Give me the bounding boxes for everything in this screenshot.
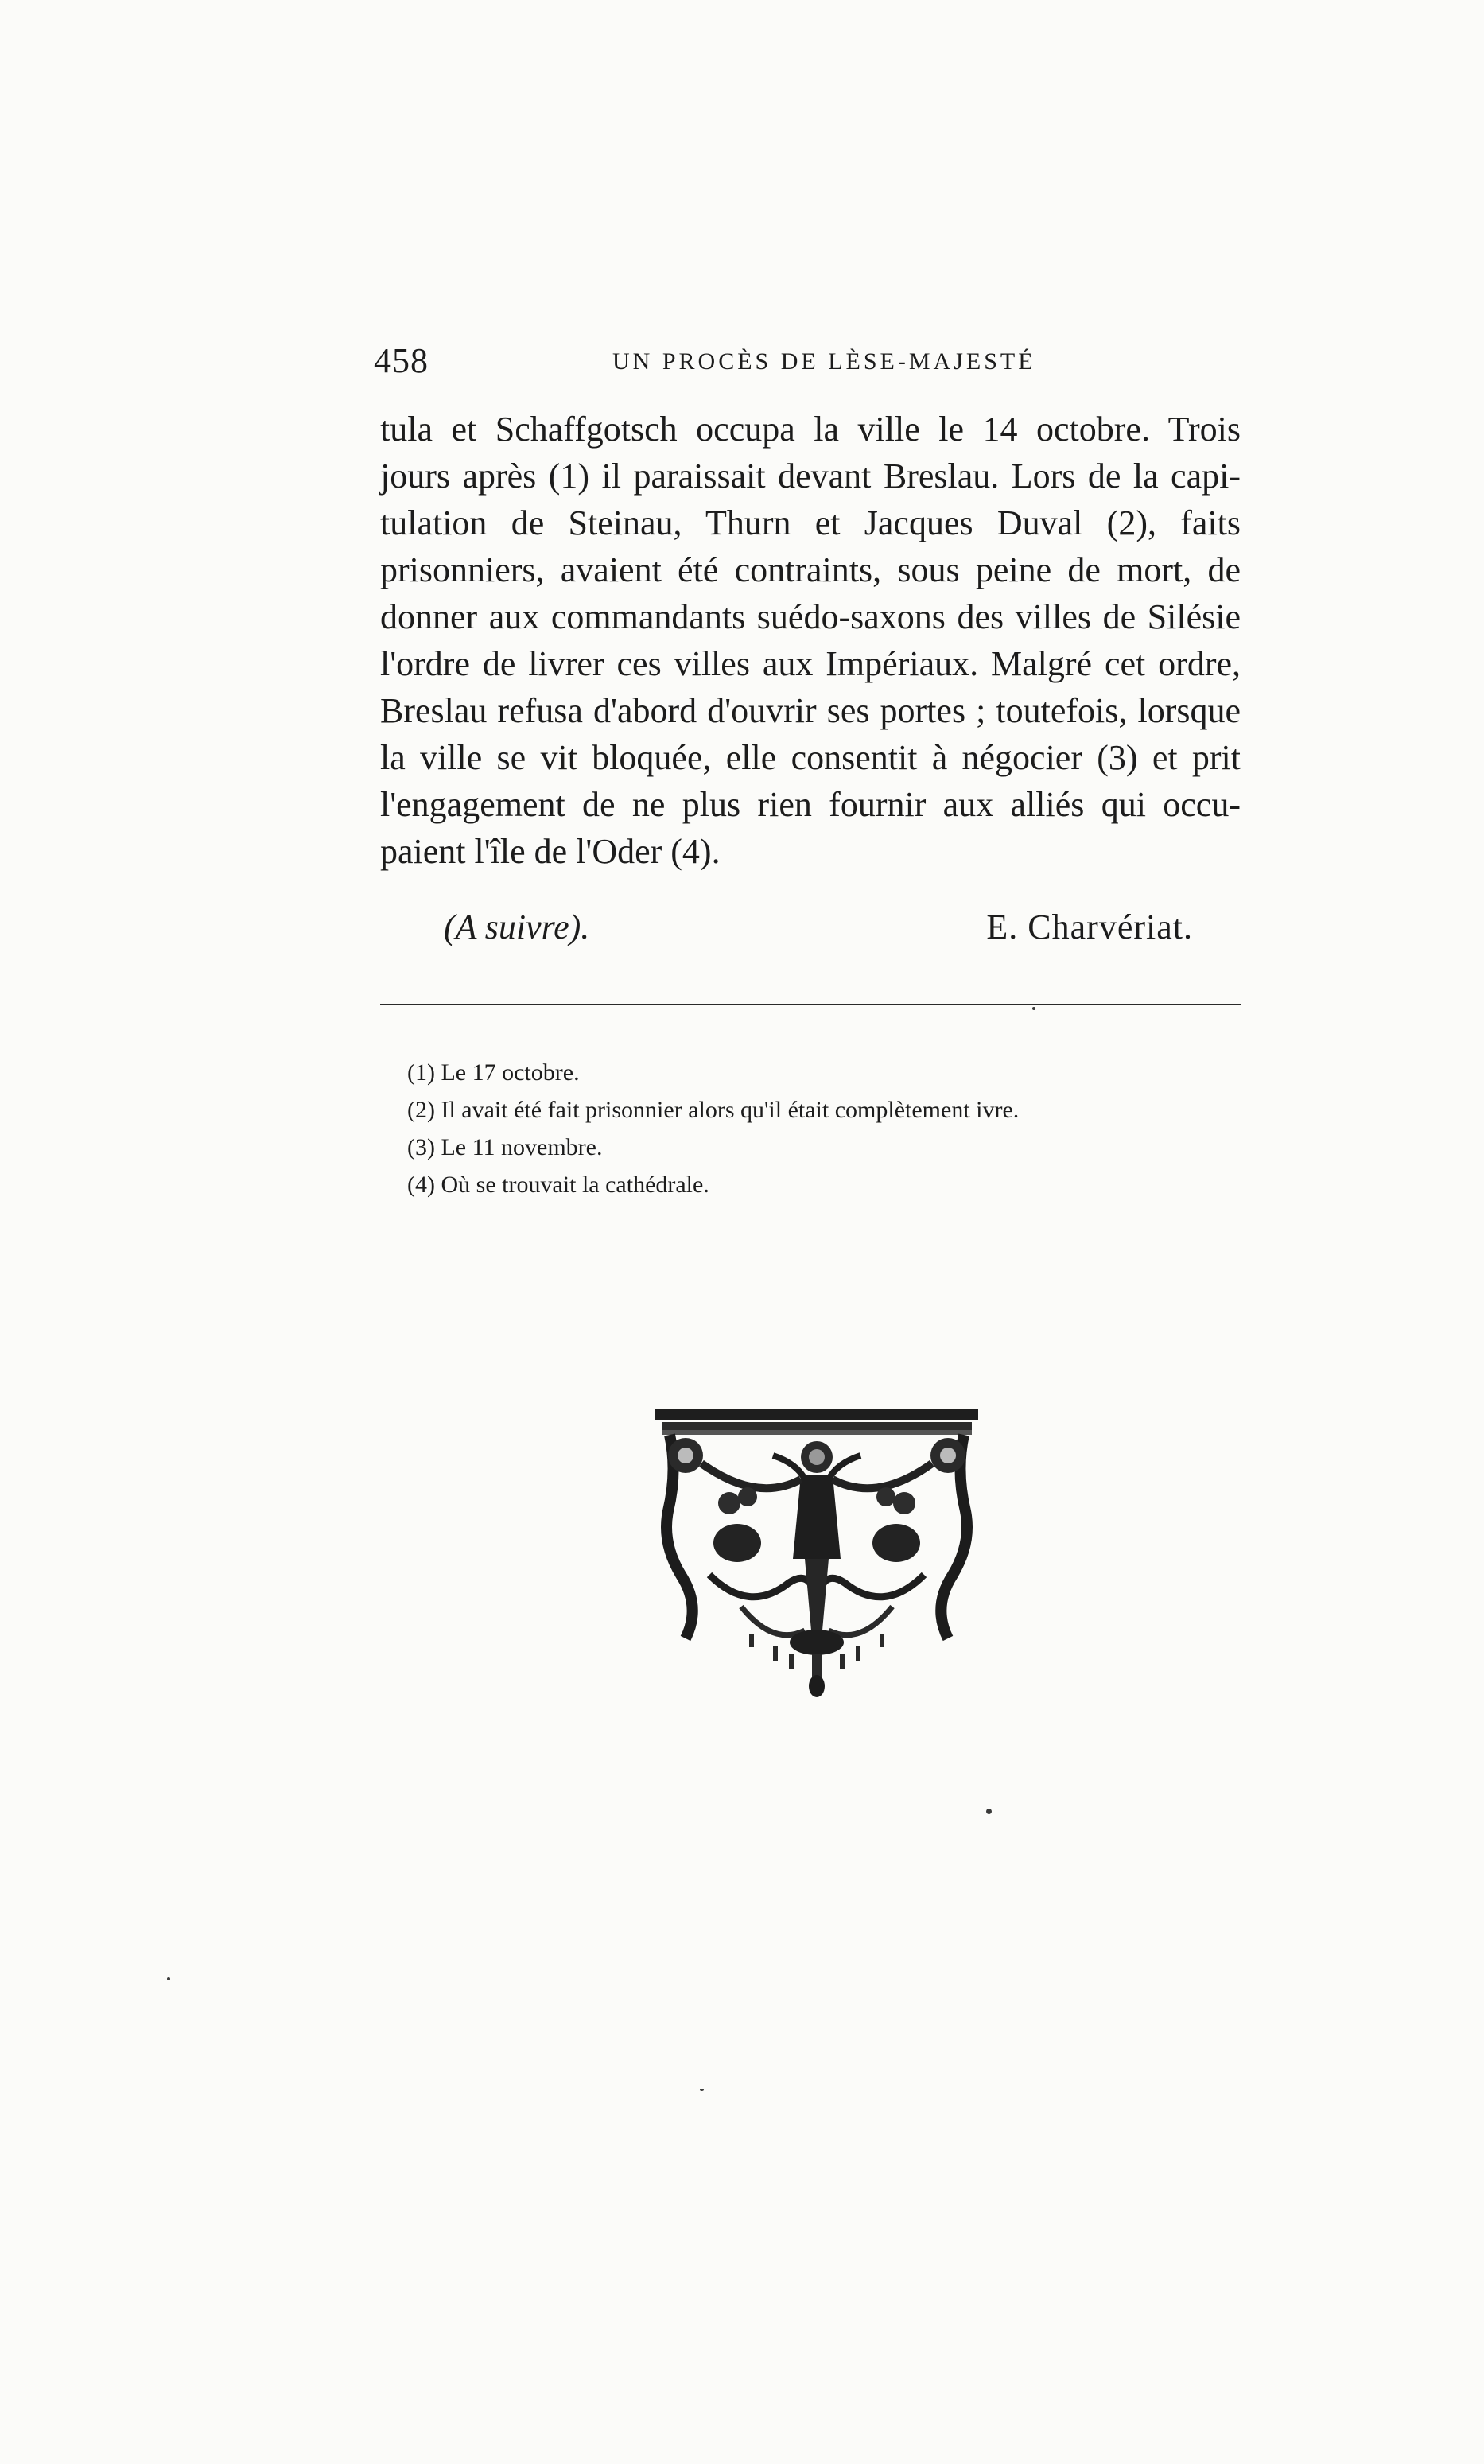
body-paragraph: [380, 406, 1241, 875]
footnote-separator-rule: [380, 1004, 1241, 1005]
body-line: Breslau refusa d'abord d'ouvrir ses portes ; toutefois, lorsque: [380, 691, 1241, 730]
body-line: la ville se vit bloquée, elle consentit à négocier (3) et prit: [380, 738, 1241, 777]
body-line: l'engagement de ne plus rien fournir aux alliés qui occu-: [380, 785, 1241, 824]
footnote: (2) Il avait été fait prisonnier alors qu'il était complètement ivre.: [407, 1097, 1020, 1123]
body-line: jours après (1) il paraissait devant Breslau. Lors de la capi-: [380, 457, 1241, 496]
running-title: UN PROCÈS DE LÈSE-MAJESTÉ: [612, 348, 1036, 375]
paper-speck: [986, 1809, 992, 1814]
footnote: (1) Le 17 octobre.: [407, 1059, 580, 1086]
body-line: paient l'île de l'Oder (4).: [380, 832, 721, 871]
footnotes: [407, 1054, 1250, 1203]
paper-speck: [700, 2089, 704, 2091]
body-line: l'ordre de livrer ces villes aux Impériaux. Malgré cet ordre,: [380, 644, 1241, 683]
page-header: [374, 340, 1241, 388]
paper-speck: [1032, 1007, 1035, 1010]
paper-speck: [167, 1977, 170, 1980]
body-line: donner aux commandants suédo-saxons des villes de Silésie: [380, 597, 1241, 636]
footnote: (4) Où se trouvait la cathédrale.: [407, 1172, 709, 1198]
page-number: 458: [374, 341, 429, 380]
body-line: tula et Schaffgotsch occupa la ville le 14 octobre. Trois: [380, 410, 1241, 449]
body-line: tulation de Steinau, Thurn et Jacques Duval (2), faits: [380, 503, 1241, 542]
to-be-continued-note: (A suivre).: [444, 907, 590, 946]
baroque-tailpiece-ornament-icon: [654, 1408, 980, 1710]
author-signature: E. Charvériat.: [986, 907, 1193, 946]
footnote: (3) Le 11 novembre.: [407, 1134, 603, 1160]
body-line: prisonniers, avaient été contraints, sous peine de mort, de: [380, 550, 1241, 589]
signoff: [380, 907, 1241, 954]
